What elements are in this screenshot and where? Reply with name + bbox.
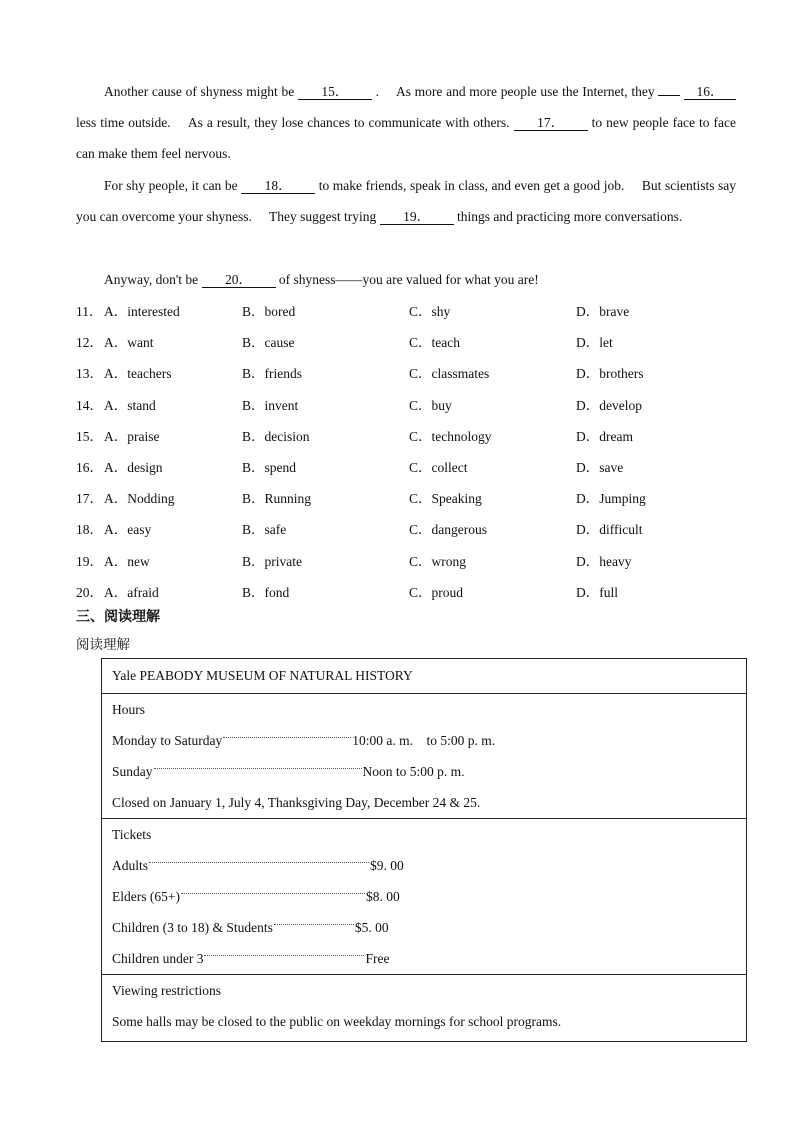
option-d[interactable]: D．dream [576, 428, 633, 444]
ticket-label: Children (3 to 18) & Students [112, 920, 273, 935]
question-number: 11． [76, 304, 103, 319]
option-b[interactable]: B．spend [242, 460, 296, 475]
question-row [76, 456, 716, 476]
restrictions-heading: Viewing restrictions [112, 983, 222, 998]
option-c[interactable]: C．Speaking [409, 491, 482, 507]
ticket-label: Children under 3 [112, 951, 204, 966]
option-c[interactable]: C．classmates [409, 366, 490, 382]
option-b[interactable]: B．invent [242, 397, 299, 413]
closed-days: Closed on January 1, July 4, Thanksgiving Day, December 24 & 25. [112, 795, 481, 810]
museum-info-table [101, 658, 747, 1042]
option-d[interactable]: D．brothers [576, 366, 644, 382]
ticket-price: $9. 00 [370, 858, 404, 873]
passage-text: For shy people, it can be [104, 178, 238, 193]
weekday-label: Monday to Saturday [112, 733, 223, 748]
option-d[interactable]: D．let [576, 335, 613, 351]
option-b[interactable]: B．Running [242, 491, 312, 507]
dot-leader [154, 768, 362, 769]
tickets-cell [102, 818, 746, 974]
passage-text: . [375, 84, 379, 99]
passage-text: Another cause of shyness might be [104, 84, 295, 99]
sunday-hours: Noon to 5:00 p. m. [362, 764, 465, 779]
passage-text: As more and more people use the Internet, they [395, 84, 655, 99]
option-c[interactable]: C．buy [409, 397, 452, 413]
ticket-adults-row [112, 850, 736, 881]
question-number: 19． [76, 553, 103, 569]
ticket-children-row [112, 912, 736, 943]
question-row [76, 394, 716, 414]
option-a[interactable]: A．design [104, 460, 163, 475]
option-d[interactable]: D．develop [576, 397, 642, 413]
blank-19[interactable]: 19． [380, 209, 454, 225]
question-row [76, 550, 716, 570]
blank-16[interactable]: 16． [684, 84, 736, 100]
option-b[interactable]: B．friends [242, 366, 302, 382]
ticket-label: Adults [112, 858, 149, 873]
question-row [76, 425, 716, 445]
hours-sunday-row [112, 756, 736, 787]
option-d[interactable]: D．difficult [576, 522, 643, 538]
blank-18[interactable]: 18． [241, 178, 315, 194]
question-number: 17． [76, 491, 103, 507]
tickets-heading: Tickets [112, 827, 152, 842]
museum-name-cell [102, 659, 746, 693]
passage-text: of shyness——you are valued for what you are! [278, 272, 539, 287]
restrictions-text: Some halls may be closed to the public on weekday mornings for school programs. [112, 1014, 562, 1029]
dot-leader [223, 737, 351, 738]
passage-paragraph-3 [76, 264, 736, 295]
passage-text: As a result, they lose chances to communicate with others. [187, 115, 510, 130]
ticket-price: $5. 00 [354, 920, 389, 935]
hours-cell [102, 693, 746, 818]
option-a[interactable]: A．praise [104, 428, 160, 444]
option-b[interactable]: B．decision [242, 428, 310, 444]
option-c[interactable]: C．dangerous [409, 522, 487, 538]
option-a[interactable]: A．new [104, 553, 150, 569]
question-row [76, 581, 716, 601]
option-a[interactable]: A．interested [104, 304, 180, 319]
option-c[interactable]: C．technology [409, 428, 492, 444]
option-b[interactable]: B．bored [242, 304, 296, 319]
passage-text: things and practicing more conversations. [456, 209, 683, 224]
option-d[interactable]: D．full [576, 584, 618, 600]
question-row [76, 518, 716, 538]
question-number: 15． [76, 428, 103, 444]
option-a[interactable]: A．teachers [104, 366, 172, 382]
passage-text: to make friends, speak in class, and even get a good job. [318, 178, 625, 193]
question-number: 12． [76, 335, 103, 351]
option-b[interactable]: B．safe [242, 522, 287, 538]
option-a[interactable]: A．want [104, 335, 154, 351]
ticket-price: Free [365, 951, 390, 966]
passage-text: But scientists say you can overcome your shyness. [76, 178, 737, 224]
hours-weekday-row [112, 725, 736, 756]
option-b[interactable]: B．private [242, 553, 302, 569]
blank-15[interactable]: 15． [298, 84, 372, 100]
question-number: 16． [76, 460, 103, 475]
option-c[interactable]: C．wrong [409, 553, 466, 569]
passage-paragraph-2 [76, 170, 736, 232]
option-d[interactable]: D．heavy [576, 553, 632, 569]
blank-17[interactable]: 17． [514, 115, 588, 131]
restrictions-cell [102, 974, 746, 1041]
option-a[interactable]: A．stand [104, 397, 156, 413]
option-a[interactable]: A．Nodding [104, 491, 175, 507]
question-number: 13． [76, 366, 103, 382]
option-c[interactable]: C．shy [409, 304, 451, 319]
passage-text: less time outside. [76, 115, 171, 130]
section-subtitle: 阅读理解 [76, 637, 130, 653]
passage-text: Anyway, don't be [104, 272, 199, 287]
option-a[interactable]: A．easy [104, 522, 152, 538]
question-row [76, 362, 716, 382]
ticket-price: $8. 00 [365, 889, 400, 904]
passage-text: They suggest trying [268, 209, 377, 224]
option-a[interactable]: A．afraid [104, 584, 159, 600]
section-title: 三、阅读理解 [76, 609, 160, 625]
sunday-label: Sunday [112, 764, 153, 779]
option-c[interactable]: C．teach [409, 335, 460, 351]
option-d[interactable]: D．brave [576, 304, 630, 319]
question-number: 14． [76, 397, 103, 413]
blank-16-start[interactable] [658, 95, 680, 96]
option-c[interactable]: C．proud [409, 584, 463, 600]
question-number: 20． [76, 584, 103, 600]
ticket-under3-row [112, 943, 736, 974]
question-row [76, 487, 716, 507]
dot-leader [149, 862, 369, 863]
ticket-elders-row [112, 881, 736, 912]
question-number: 18． [76, 522, 103, 538]
passage-paragraph-1 [76, 76, 736, 169]
dot-leader [204, 955, 364, 956]
question-row [76, 331, 716, 351]
question-row [76, 300, 716, 320]
option-d[interactable]: D．save [576, 460, 624, 475]
option-c[interactable]: C．collect [409, 460, 468, 475]
dot-leader [181, 893, 365, 894]
option-d[interactable]: D．Jumping [576, 491, 646, 507]
passage-text: to new people face to face can make them feel nervous. [76, 115, 737, 161]
dot-leader [274, 924, 354, 925]
option-b[interactable]: B．fond [242, 584, 290, 600]
blank-20[interactable]: 20． [202, 272, 276, 288]
museum-name: Yale PEABODY MUSEUM OF NATURAL HISTORY [112, 668, 413, 683]
option-b[interactable]: B．cause [242, 335, 295, 351]
hours-heading: Hours [112, 702, 145, 717]
weekday-hours: 10:00 a. m. to 5:00 p. m. [352, 733, 496, 748]
ticket-label: Elders (65+) [112, 889, 180, 904]
